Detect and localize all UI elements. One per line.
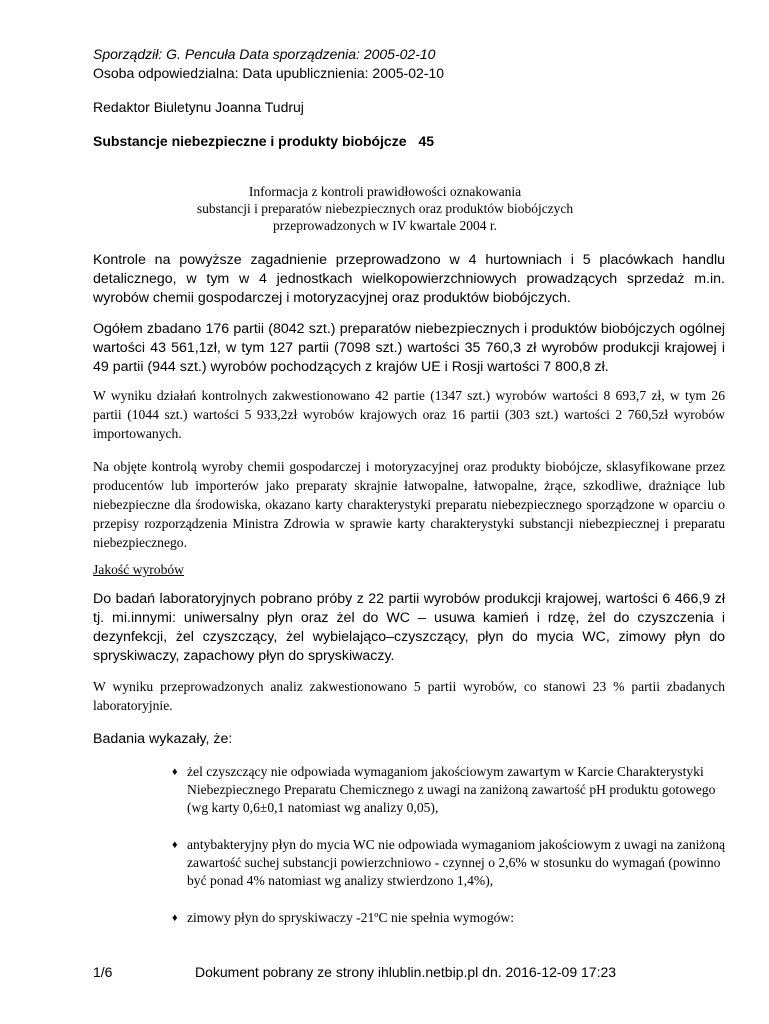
page-number: 1/6: [93, 964, 113, 980]
paragraph-questioned: W wyniku działań kontrolnych zakwestionowano 42 partie (1347 szt.) wyrobów wartości 8 693,7 zł, w tym 26 partii (1044 szt.) wartości 5 933,2zł wyrobów krajowych oraz 16 partii (303 szt.) wartości 2 760,5zł wyrobów importowanych.: [93, 388, 725, 441]
list-item: [172, 836, 732, 890]
paragraph-analysis-result: W wyniku przeprowadzonych analiz zakwestionowano 5 partii wyrobów, co stanowi 23 % partii zbadanych laboratoryjnie.: [93, 679, 725, 713]
paragraph-lab-samples: Do badań laboratoryjnych pobrano próby z 22 partii wyrobów produkcji krajowej, wartości 6 466,9 zł tj. mi.innymi: uniwersalny płyn oraz żel do WC – usuwa kamień i rdzę, żel do czyszczenia i dezynfekcji, żel czyszczący, żel wybielająco–czyszczący, płyn do mycia WC, zimowy płyn do spryskiwaczy, zapachowy płyn do spryskiwaczy.: [93, 591, 725, 664]
paragraph-safety-sheets: Na objęte kontrolą wyroby chemii gospodarczej i motoryzacyjnej oraz produkty biobójcze, sklasyfikowane przez producentów lub importerów jako preparaty skrajnie łatwopalne, łatwopalne, żrące, szkodliwe, drażniące lub niebezpieczne dla środowiska, okazano karty charakterystyki preparatu niebezpiecznego sporządzone w oparciu o przepisy rozporządzenia Ministra Zdrowia w sprawie karty charakterystyki substancji niebezpiecznej i preparatu niebezpiecznego.: [93, 459, 725, 550]
diamond-bullet-icon: ♦: [172, 839, 178, 851]
document-title-text: Substancje niebezpieczne i produkty biobójcze: [93, 133, 407, 149]
paragraph-findings-intro: Badania wykazały, że:: [93, 731, 233, 747]
report-heading: [90, 183, 680, 234]
editor-line: Redaktor Biuletynu Joanna Tudruj: [93, 99, 304, 115]
report-heading-line: substancji i preparatów niebezpiecznych oraz produktów biobójczych: [196, 201, 574, 216]
list-item-text: antybakteryjny płyn do mycia WC nie odpowiada wymaganiom jakościowym z uwagi na zaniżoną zawartość suchej substancji powierzchniowo - czynnej o 2,6% w stosunku do wymagań (powinno być ponad 4% natomiast wg analizy stwierdzono 1,4%),: [187, 837, 726, 888]
list-item: [172, 763, 732, 817]
list-item-text: żel czyszczący nie odpowiada wymaganiom jakościowym zawartym w Karcie Charakterystyki Niebezpiecznego Preparatu Chemicznego z uwagi na zaniżoną zawartość pH produktu gotowego (wg karty 0,6±0,1 natomiast wg analizy 0,05),: [187, 764, 716, 815]
paragraph-totals: Ogółem zbadano 176 partii (8042 szt.) preparatów niebezpiecznych i produktów biobójczych ogólnej wartości 43 561,1zł, w tym 127 partii (7098 szt.) wartości 35 760,3 zł wyrobów produkcji krajowej i 49 partii (944 szt.) wyrobów pochodzących z krajów UE i Rosji wartości 7 800,8 zł.: [93, 321, 725, 375]
list-item-text: zimowy płyn do spryskiwaczy -21ºC nie spełnia wymogów:: [187, 910, 515, 925]
report-heading-line: Informacja z kontroli prawidłowości oznakowania: [248, 184, 522, 199]
document-number: 45: [418, 133, 435, 149]
report-heading-line: przeprowadzonych w IV kwartale 2004 r.: [273, 218, 497, 233]
prepared-by-line: Sporządził: G. Pencuła Data sporządzenia: 2005-02-10: [93, 46, 436, 62]
paragraph-controls: Kontrole na powyższe zagadnienie przeprowadzono w 4 hurtowniach i 5 placówkach handlu detalicznego, w tym w 4 jednostkach wielkopowierzchniowych prowadzących sprzedaż m.in. wyrobów chemii gospodarczej i motoryzacyjnej oraz produktów biobójczych.: [93, 252, 725, 306]
diamond-bullet-icon: ♦: [172, 912, 178, 924]
footer-source: Dokument pobrany ze strony ihlublin.netbip.pl dn. 2016-12-09 17:23: [195, 964, 617, 980]
section-heading-quality: Jakość wyrobów: [93, 562, 184, 577]
findings-list: [172, 763, 732, 946]
document-title: [93, 133, 434, 149]
diamond-bullet-icon: ♦: [172, 766, 178, 778]
list-item: [172, 909, 732, 927]
responsible-line: Osoba odpowiedzialna: Data upublicznienia: 2005-02-10: [93, 65, 445, 81]
